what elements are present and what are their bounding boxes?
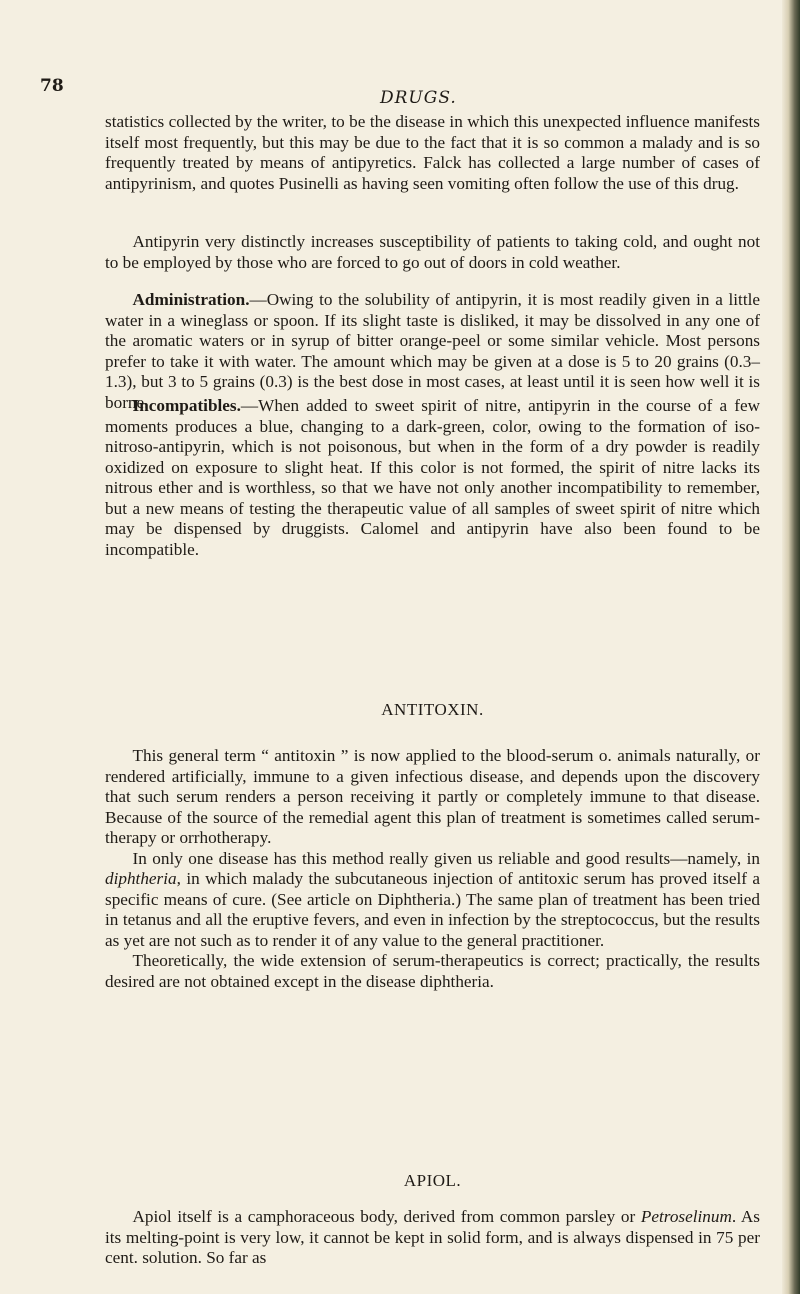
italic-term-diphtheria: diphtheria [105,869,177,888]
run-in-heading-incompatibles: Incompatibles. [132,396,241,415]
paragraph-administration [105,290,760,413]
section-heading-apiol: APIOL. [403,1171,462,1190]
paragraph-body: . As its melting-point is very low, it cannot be kept in solid form, and is always dispensed in 75 per cent. solution. So far as [105,1207,760,1267]
paragraph-body: In only one disease has this method really given us reliable and good results—namely, in [132,848,760,868]
paragraph-text: statistics collected by the writer, to be the disease in which this unexpected influence manifests itself most frequently, but this may be due to the fact that it is so common a malady and is so frequently treated by means of antipyretics. Falck has collected a large number of cases of antipyrinism, and quotes Pusinelli as having seen vomiting often follow the use of this drug. [105,112,760,193]
run-in-heading-administration: Administration. [132,290,250,309]
paragraph-body: —Owing to the solubility of antipyrin, it is most readily given in a little water in a wineglass or spoon. If its slight taste is disliked, it may be dissolved in any one of the aromatic waters or in syrup of bitter orange-peel or some similar vehicle. Most persons prefer to take it with water. The amount which may be given at a dose is 5 to 20 grains (0.3–1.3), but 3 to 5 grains (0.3) is the best dose in most cases, at least until it is seen how well it is borne. [105,290,760,412]
running-head: DRUGS. [380,88,457,108]
paragraph-incompatibles [105,396,760,560]
section-heading-antitoxin: ANTITOXIN. [381,700,484,719]
paragraph-text [105,849,760,952]
paragraph-body: Apiol itself is a camphoraceous body, derived from common parsley or [132,1207,641,1226]
paragraph-text: This general term “ antitoxin ” is now applied to the blood-serum o. animals naturally, or rendered artificially, immune to a given infectious disease, and depends upon the discovery that such serum renders a person receiving it partly or completely immune to that disease. Because of the source of the remedial agent this plan of treatment is sometimes called serum-therapy or orrhotherapy. [105,746,760,847]
section-apiol-body [105,1207,760,1269]
paragraph-text: Antipyrin very distinctly increases susceptibility of patients to taking cold, and ought not to be employed by those who are forced to go out of doors in cold weather. [105,232,760,272]
paragraph-body: —When added to sweet spirit of nitre, antipyrin in the course of a few moments produces a blue, changing to a dark-green, color, owing to the formation of iso-nitroso-antipyrin, which is not poisonous, but when in the form of a dry powder is readily oxidized on exposure to slight heat. If this color is not formed, the spirit of nitre lacks its nitrous ether and is worthless, so that we have not only another incompatibility to remember, but a new means of testing the therapeutic value of all samples of sweet spirit of nitre which may be dispensed by druggists. Calomel and antipyrin have also been found to be incompatible. [105,396,760,559]
paragraph-statistics [105,112,760,194]
paragraph-text [105,290,760,413]
paragraph-text: Theoretically, the wide extension of serum-therapeutics is correct; practically, the results desired are not obtained except in the disease diphtheria. [105,951,760,991]
page-number: 78 [40,76,64,96]
italic-term-petroselinum: Petroselinum [640,1207,732,1226]
page-edge-shadow [782,0,800,1294]
paragraph-body: , in which malady the subcutaneous injection of antitoxic serum has proved itself a specific means of cure. (See article on Diphtheria.) The same plan of treatment has been tried in tetanus and all the eruptive fevers, and even in infection by the streptococcus, but the results as yet are not such as to render it of any value to the general practitioner. [105,869,760,950]
paragraph-cold [105,232,760,273]
section-antitoxin-body [105,746,760,992]
paragraph-text [105,1207,760,1269]
paragraph-text [105,396,760,560]
